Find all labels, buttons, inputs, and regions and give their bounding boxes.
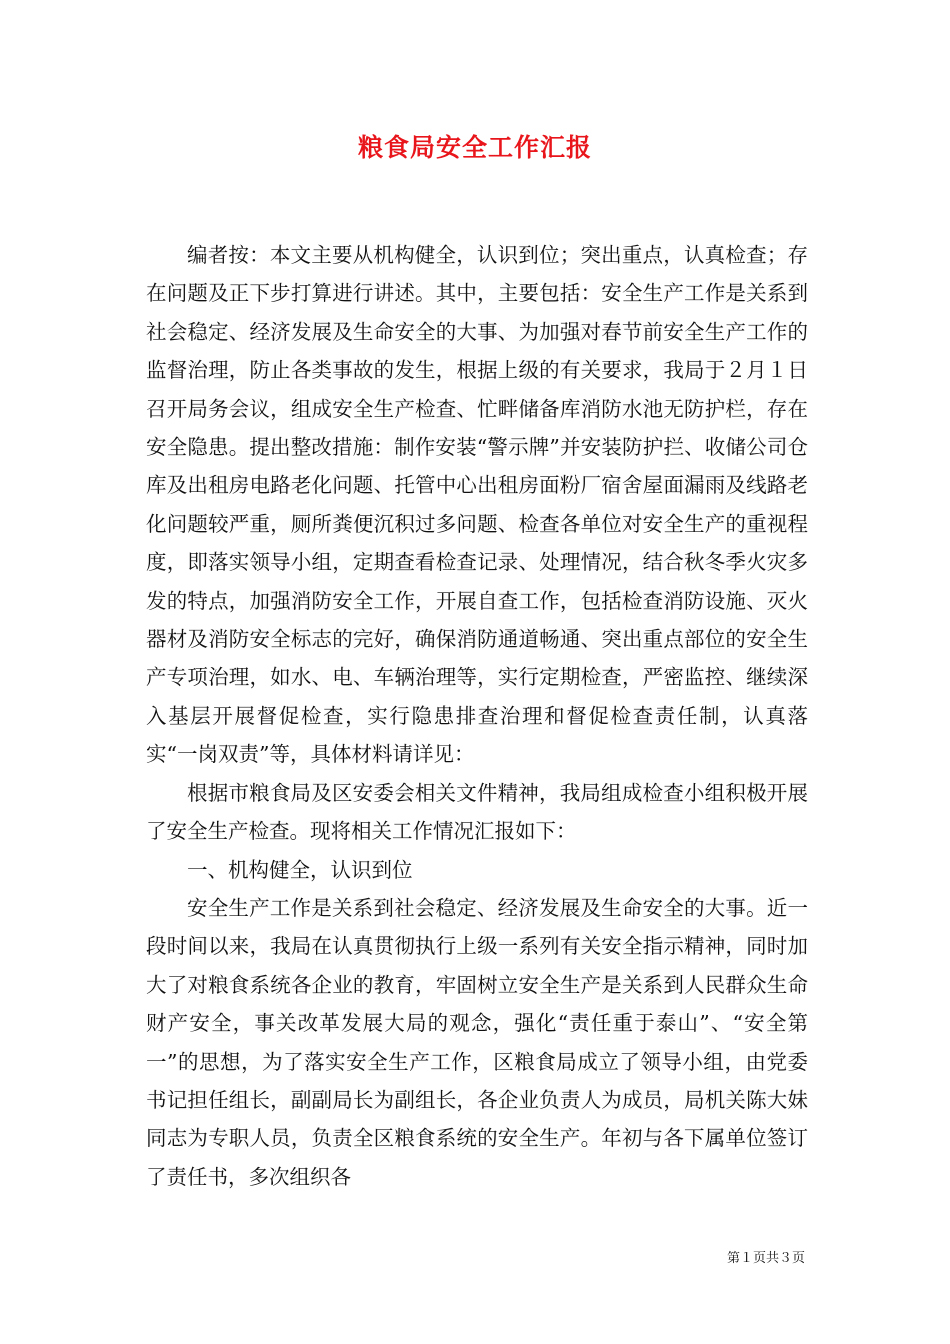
intro-paragraph: 根据市粮食局及区安委会相关文件精神，我局组成检查小组积极开展了安全生产检查。现将相关工作情况汇报如下：	[146, 780, 808, 844]
section-heading: 一、机构健全，认识到位	[187, 857, 413, 882]
document-body	[146, 236, 808, 1196]
section-paragraph: 安全生产工作是关系到社会稳定、经济发展及生命安全的大事。近一段时间以来，我局在认真贯彻执行上级一系列有关安全指示精神，同时加大了对粮食系统各企业的教育，牢固树立安全生产是关系到人民群众生命财产安全，事关改革发展大局的观念，强化“责任重于泰山”、“安全第一”的思想，为了落实安全生产工作，区粮食局成立了领导小组，由党委书记担任组长，副副局长为副组长，各企业负责人为成员，局机关陈大妹同志为专职人员，负责全区粮食系统的安全生产。年初与各下属单位签订了责任书，多次组织各	[146, 895, 808, 1189]
page-number: 第１页共３页	[726, 1251, 805, 1266]
document-title: 粮食局安全工作汇报	[357, 133, 592, 162]
editor-note-paragraph: 编者按：本文主要从机构健全，认识到位；突出重点，认真检查；存在问题及正下步打算进行讲述。其中，主要包括：安全生产工作是关系到社会稳定、经济发展及生命安全的大事、为加强对春节前安全生产工作的监督治理，防止各类事故的发生，根据上级的有关要求，我局于２月１日召开局务会议，组成安全生产检查、忙畔储备库消防水池无防护栏，存在安全隐患。提出整改措施：制作安装“警示牌”并安装防护拦、收储公司仓库及出租房电路老化问题、托管中心出租房面粉厂宿舍屋面漏雨及线路老化问题较严重，厕所粪便沉积过多问题、检查各单位对安全生产的重视程度，即落实领导小组，定期查看检查记录、处理情况，结合秋冬季火灾多发的特点，加强消防安全工作，开展自查工作，包括检查消防设施、灭火器材及消防安全标志的完好，确保消防通道畅通、突出重点部位的安全生产专项治理，如水、电、车辆治理等，实行定期检查，严密监控、继续深入基层开展督促检查，实行隐患排查治理和督促检查责任制，认真落实“一岗双责”等，具体材料请详见：	[146, 243, 808, 767]
